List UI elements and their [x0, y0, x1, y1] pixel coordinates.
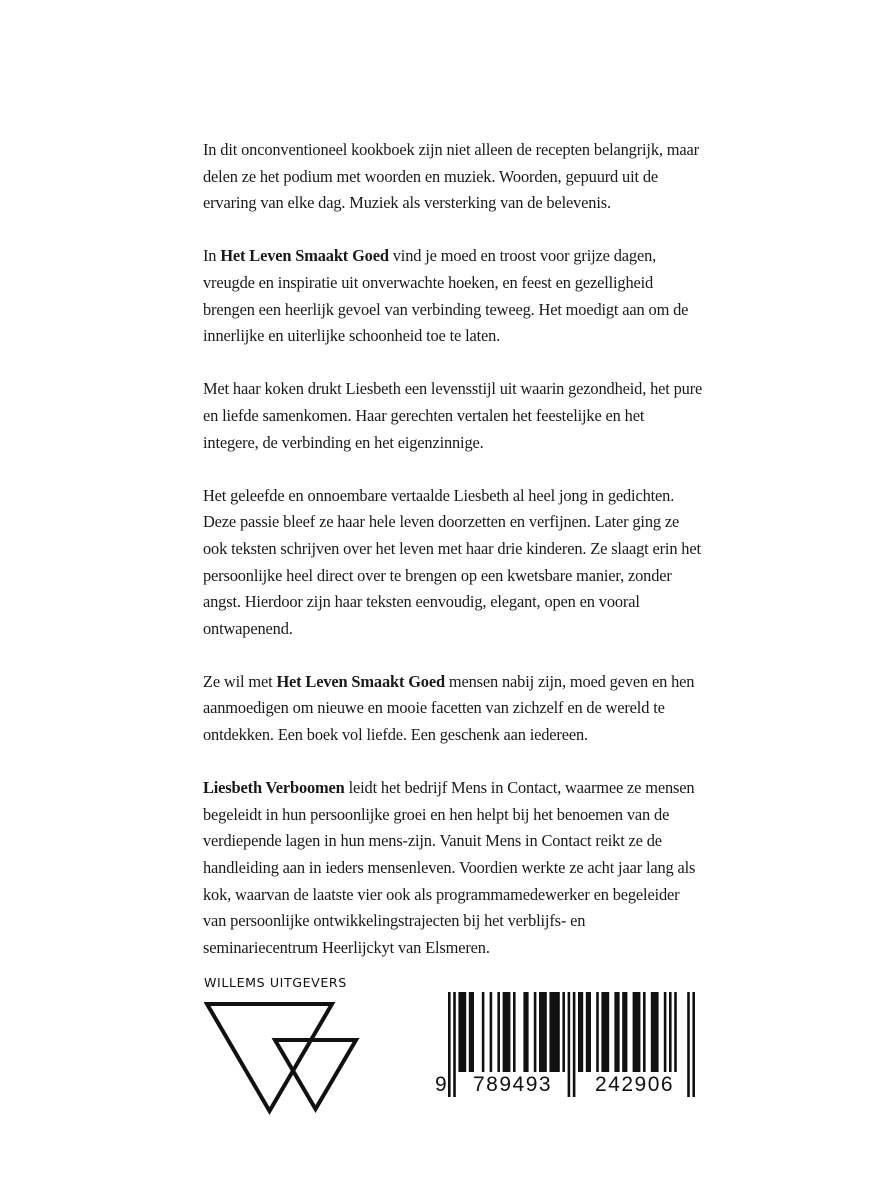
barcode-bar: [596, 992, 599, 1072]
barcode-bar: [534, 992, 537, 1072]
isbn-number: [435, 1073, 697, 1099]
barcode-bar: [614, 992, 619, 1072]
barcode-bar: [664, 992, 667, 1072]
barcode-bar: [469, 992, 474, 1072]
barcode-bar: [601, 992, 609, 1072]
barcode-bar: [539, 992, 547, 1072]
barcode-bar: [513, 992, 516, 1072]
barcode-bar: [651, 992, 659, 1072]
barcode-bar: [523, 992, 528, 1072]
text-segment: Het geleefde en onnoembare vertaalde Liesbeth al heel jong in gedichten. Deze passie bleef ze haar hele leven doorzetten en verfijnen. Later ging ze ook teksten schrijven over het leven met haar drie kinderen. Ze slaagt erin het persoonlijke heel direct over te brengen op een kwetsbare manier, zonder angst. Hierdoor zijn haar teksten eenvoudig, elegant, open en vooral ontwapenend.: [203, 485, 701, 638]
barcode-bar: [490, 992, 493, 1072]
text-segment: vind je moed en troost voor grijze dagen, vreugde en inspiratie uit onverwachte hoeken, en feest en gezelligheid brengen een heerlijk gevoel van verbinding teweeg. Het moedigt aan om de innerlijke en uiterlijke schoonheid toe te laten.: [203, 246, 689, 346]
bold-text: Het Leven Smaakt Goed: [220, 246, 389, 266]
barcode-bar: [633, 992, 641, 1072]
paragraph: [203, 669, 703, 749]
barcode-bar: [503, 992, 511, 1072]
publisher-block: [204, 975, 364, 990]
barcode-bar: [549, 992, 559, 1072]
overlapping-triangles-logo-icon: [204, 999, 364, 1119]
text-segment: mensen nabij zijn, moed geven en hen aanmoedigen om nieuwe en mooie facetten van zichzelf en de wereld te ontdekken. Een boek vol liefde. Een geschenk aan iedereen.: [203, 671, 695, 745]
barcode-bar: [562, 992, 565, 1072]
text-segment: In dit onconventioneel kookboek zijn niet alleen de recepten belangrijk, maar delen ze het podium met woorden en muziek. Woorden, gepuurd uit de ervaring van elke dag. Muziek als versterking van de belevenis.: [203, 140, 699, 213]
barcode-bar: [622, 992, 627, 1072]
barcode-bar: [458, 992, 466, 1072]
paragraph: [203, 243, 703, 349]
barcode-bar: [578, 992, 583, 1072]
paragraph: [203, 137, 703, 217]
isbn-prefix: 9: [435, 1073, 447, 1096]
text-segment: Met haar koken drukt Liesbeth een levensstijl uit waarin gezondheid, het pure en liefde samenkomen. Haar gerechten vertalen het feestelijke en het integere, de verbinding en het eigenzinnige.: [203, 379, 703, 452]
barcode-bar: [674, 992, 677, 1072]
barcode-bar: [669, 992, 672, 1072]
text-segment: Ze wil met: [203, 671, 277, 691]
barcode-bar: [497, 992, 500, 1072]
back-cover-text: [203, 137, 703, 988]
barcode-bar: [586, 992, 591, 1072]
bold-text: Het Leven Smaakt Goed: [276, 671, 445, 691]
bold-text: Liesbeth Verboomen: [203, 778, 345, 798]
isbn-left-group: 789493: [473, 1073, 553, 1096]
paragraph: [203, 376, 703, 456]
barcode-bar: [482, 992, 485, 1072]
isbn-barcode: [435, 992, 697, 1100]
isbn-right-group: 242906: [595, 1073, 675, 1096]
barcode-bar: [643, 992, 646, 1072]
paragraph: [203, 775, 703, 961]
paragraph: [203, 483, 703, 643]
text-segment: leidt het bedrijf Mens in Contact, waarmee ze mensen begeleidt in hun persoonlijke groei en hen helpt bij het benoemen van de verdiepende lagen in hun mens-zijn. Vanuit Mens in Contact reikt ze de handleiding aan in ieders mensenleven. Voordien werkte ze acht jaar lang als kok, waarvan de laatste vier ook als programmamedewerker en begeleider van persoonlijke ontwikkelingstrajecten bij het verblijfs- en seminariecentrum Heerlijckyt van Elsmeren.: [203, 778, 696, 957]
publisher-name: WILLEMS UITGEVERS: [204, 975, 347, 990]
text-segment: In: [203, 246, 221, 266]
